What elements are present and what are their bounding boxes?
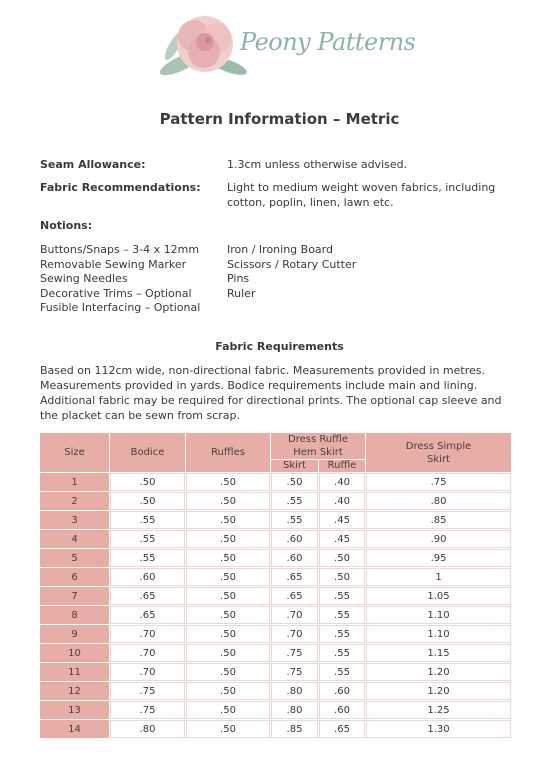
header-simple-skirt: Dress Simple Skirt [366,433,512,473]
cell-size: 14 [40,720,110,739]
cell-ruffle-hem-ruffle: .50 [319,549,366,568]
table-row [40,663,512,682]
cell-ruffles: .50 [186,625,271,644]
cell-ruffle-hem-skirt: .60 [271,549,319,568]
table-row [40,530,512,549]
cell-ruffles: .50 [186,606,271,625]
cell-ruffle-hem-ruffle: .65 [319,720,366,739]
cell-ruffle-hem-ruffle: .55 [319,606,366,625]
cell-ruffles: .50 [186,701,271,720]
cell-ruffles: .50 [186,530,271,549]
cell-ruffle-hem-skirt: .70 [271,625,319,644]
table-row [40,606,512,625]
cell-ruffles: .50 [186,720,271,739]
notion-item: Removable Sewing Marker [40,258,187,271]
cell-ruffle-hem-skirt: .60 [271,530,319,549]
cell-simple-skirt: 1.20 [366,663,512,682]
cell-ruffles: .50 [186,663,271,682]
table-row [40,568,512,587]
brand-name: Peony Patterns [240,28,416,56]
cell-bodice: .70 [110,625,186,644]
cell-ruffles: .50 [186,473,271,492]
fabric-requirements-heading: Fabric Requirements [215,340,344,353]
cell-simple-skirt: .90 [366,530,512,549]
cell-simple-skirt: .80 [366,492,512,511]
cell-ruffles: .50 [186,568,271,587]
table-row [40,720,512,739]
notion-item: Buttons/Snaps – 3-4 x 12mm [40,243,200,256]
seam-allowance-label: Seam Allowance: [40,158,146,171]
fabric-recommendations-value: Light to medium weight woven fabrics, including cotton, poplin, linen, lawn etc. [227,181,496,209]
cell-ruffle-hem-skirt: .65 [271,568,319,587]
cell-simple-skirt: .85 [366,511,512,530]
cell-bodice: .80 [110,720,186,739]
cell-bodice: .75 [110,682,186,701]
cell-ruffle-hem-ruffle: .55 [319,663,366,682]
cell-ruffle-hem-skirt: .65 [271,587,319,606]
cell-bodice: .60 [110,568,186,587]
cell-ruffle-hem-skirt: .75 [271,663,319,682]
fabric-requirements-table [39,432,512,739]
cell-bodice: .50 [110,492,186,511]
table-row [40,701,512,720]
cell-ruffles: .50 [186,492,271,511]
cell-simple-skirt: .75 [366,473,512,492]
cell-size: 10 [40,644,110,663]
cell-ruffle-hem-ruffle: .60 [319,682,366,701]
cell-bodice: .55 [110,549,186,568]
cell-ruffle-hem-ruffle: .40 [319,492,366,511]
notion-item: Iron / Ironing Board [227,243,333,256]
cell-ruffle-hem-ruffle: .55 [319,644,366,663]
table-body [40,473,512,739]
table-row [40,473,512,492]
table-row [40,549,512,568]
cell-ruffle-hem-ruffle: .45 [319,511,366,530]
cell-ruffle-hem-ruffle: .60 [319,701,366,720]
header-ruffle-hem-ruffle: Ruffle [319,460,366,473]
cell-bodice: .55 [110,511,186,530]
cell-ruffle-hem-ruffle: .40 [319,473,366,492]
cell-size: 9 [40,625,110,644]
notion-item: Ruler [227,287,256,300]
cell-ruffles: .50 [186,682,271,701]
fabric-requirements-text: Based on 112cm wide, non-directional fabric. Measurements provided in metres. Measurements provided in yards. Bodice requirements include main and lining. Additional fabric may be required for directional prints. The optional cap sleeve and the placket can be sewn from scrap. [40,364,502,422]
cell-size: 7 [40,587,110,606]
cell-ruffles: .50 [186,511,271,530]
cell-size: 1 [40,473,110,492]
cell-bodice: .65 [110,606,186,625]
notion-item: Fusible Interfacing – Optional [40,301,201,314]
notion-item: Sewing Needles [40,272,128,285]
seam-allowance-value: 1.3cm unless otherwise advised. [227,158,408,171]
cell-size: 12 [40,682,110,701]
cell-ruffle-hem-skirt: .70 [271,606,319,625]
cell-simple-skirt: 1.10 [366,625,512,644]
cell-simple-skirt: .95 [366,549,512,568]
cell-ruffle-hem-skirt: .55 [271,492,319,511]
cell-ruffle-hem-skirt: .80 [271,682,319,701]
cell-bodice: .75 [110,701,186,720]
cell-size: 11 [40,663,110,682]
cell-bodice: .70 [110,663,186,682]
cell-size: 13 [40,701,110,720]
notion-item: Pins [227,272,250,285]
table-row [40,492,512,511]
cell-simple-skirt: 1.20 [366,682,512,701]
header-size: Size [40,433,110,473]
cell-bodice: .65 [110,587,186,606]
cell-bodice: .50 [110,473,186,492]
cell-size: 3 [40,511,110,530]
header-bodice: Bodice [110,433,186,473]
cell-simple-skirt: 1.10 [366,606,512,625]
cell-ruffle-hem-skirt: .75 [271,644,319,663]
cell-bodice: .55 [110,530,186,549]
table-row [40,644,512,663]
cell-simple-skirt: 1 [366,568,512,587]
cell-bodice: .70 [110,644,186,663]
cell-ruffles: .50 [186,549,271,568]
cell-ruffle-hem-ruffle: .50 [319,568,366,587]
notions-label: Notions: [40,219,93,232]
cell-size: 2 [40,492,110,511]
cell-ruffles: .50 [186,587,271,606]
header-ruffle-hem: Dress Ruffle Hem Skirt [271,433,366,460]
cell-simple-skirt: 1.25 [366,701,512,720]
table-row [40,682,512,701]
cell-ruffle-hem-skirt: .55 [271,511,319,530]
cell-simple-skirt: 1.05 [366,587,512,606]
page-title: Pattern Information – Metric [159,110,400,128]
header-ruffle-hem-skirt: Skirt [271,460,319,473]
notion-item: Decorative Trims – Optional [40,287,192,300]
cell-ruffles: .50 [186,644,271,663]
cell-size: 5 [40,549,110,568]
notion-item: Scissors / Rotary Cutter [227,258,357,271]
table-row [40,587,512,606]
cell-ruffle-hem-ruffle: .55 [319,625,366,644]
table-row [40,625,512,644]
cell-size: 4 [40,530,110,549]
cell-ruffle-hem-skirt: .80 [271,701,319,720]
fabric-recommendations-label: Fabric Recommendations: [40,181,201,194]
cell-size: 6 [40,568,110,587]
header-ruffles: Ruffles [186,433,271,473]
cell-size: 8 [40,606,110,625]
cell-simple-skirt: 1.30 [366,720,512,739]
cell-ruffle-hem-skirt: .85 [271,720,319,739]
table-row [40,511,512,530]
cell-ruffle-hem-ruffle: .45 [319,530,366,549]
cell-ruffle-hem-skirt: .50 [271,473,319,492]
cell-simple-skirt: 1.15 [366,644,512,663]
cell-ruffle-hem-ruffle: .55 [319,587,366,606]
